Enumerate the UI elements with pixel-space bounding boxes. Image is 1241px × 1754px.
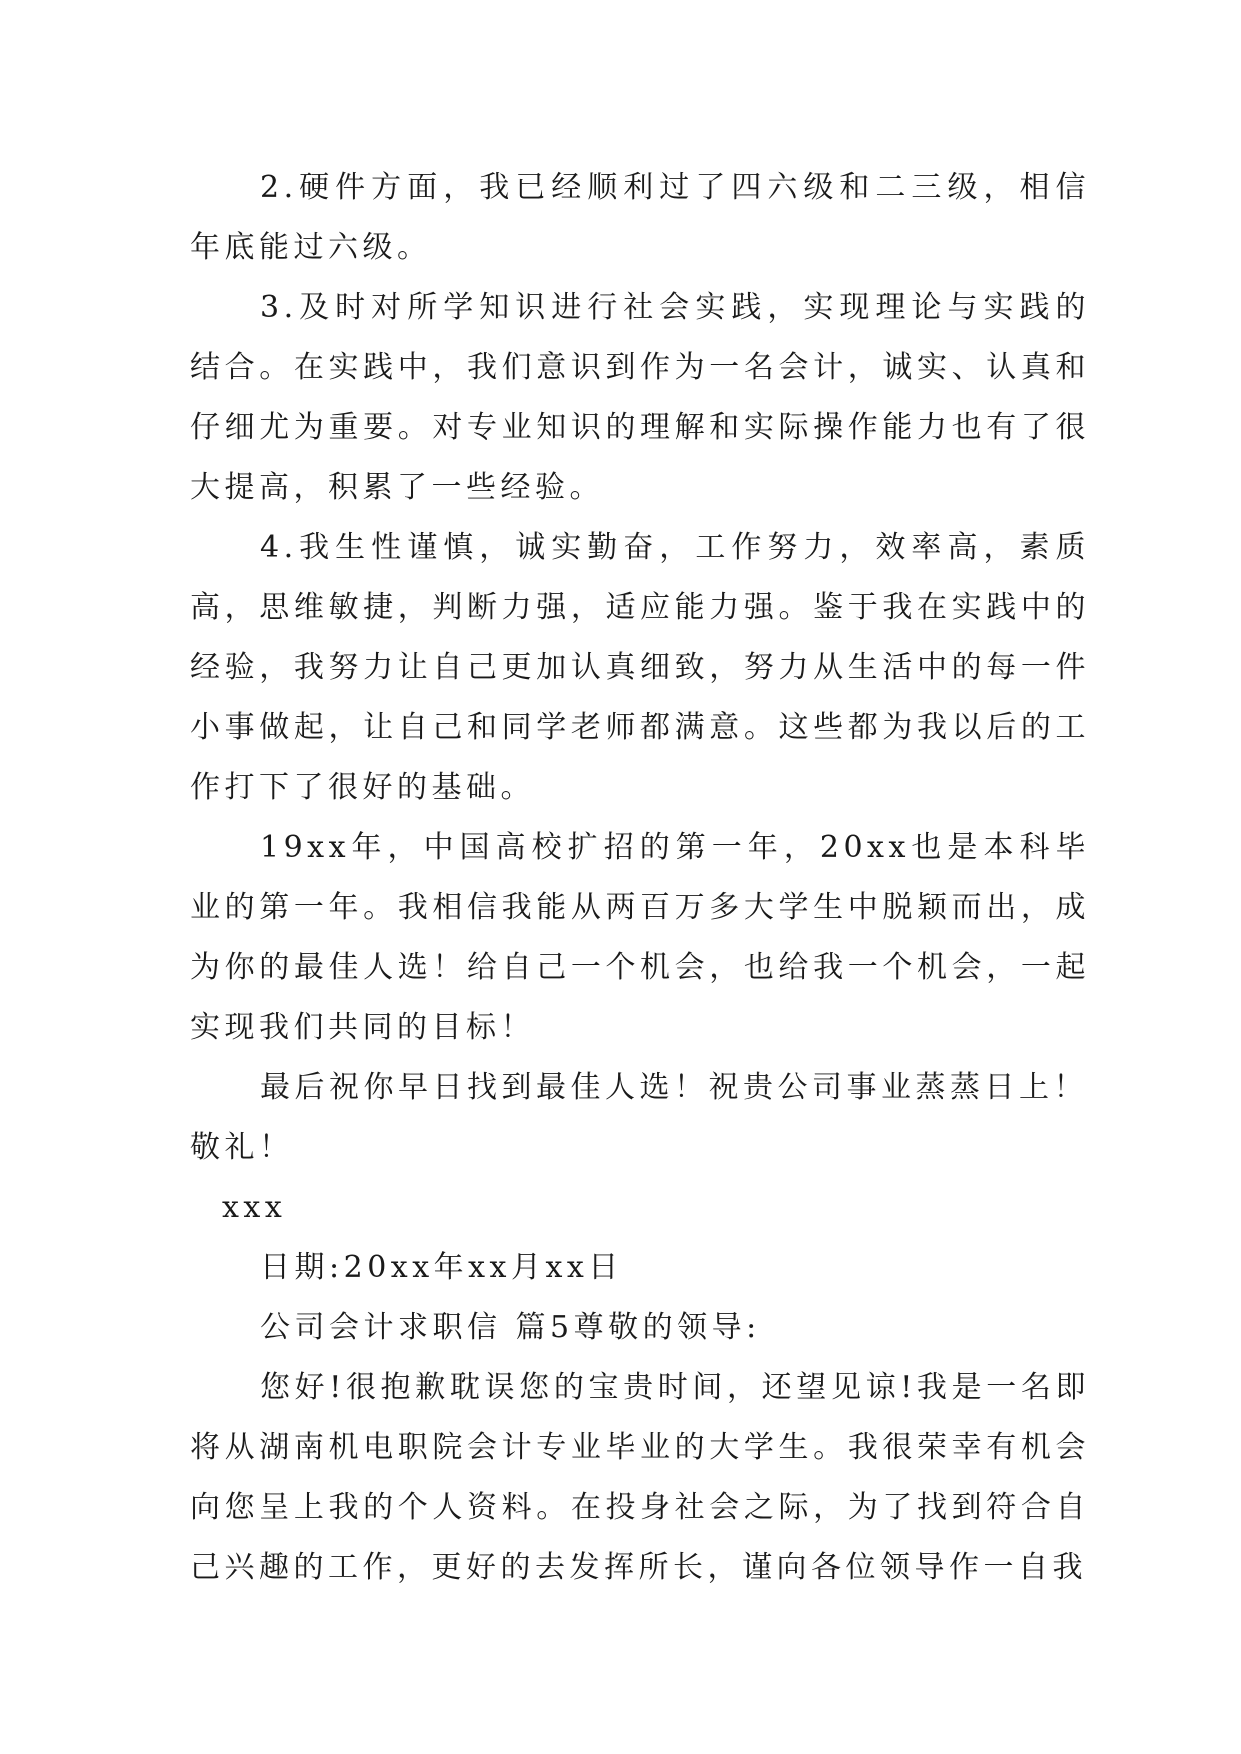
section-heading-letter-5: 公司会计求职信 篇5尊敬的领导:: [260, 1310, 761, 1345]
signature-name: xxx: [222, 1190, 287, 1225]
paragraph-enrollment: 19xx年，中国高校扩招的第一年，20xx也是本科毕业的第一年。我相信我能从两百万多大学生中脱颖而出，成为你的最佳人选！给自己一个机会，也给我一个机会，一起实现我们共同的目标！: [190, 830, 1090, 1045]
paragraph-closing-wish: 最后祝你早日找到最佳人选！祝贵公司事业蒸蒸日上！: [260, 1070, 1088, 1105]
paragraph-hardware: 2.硬件方面，我已经顺利过了四六级和二三级，相信年底能过六级。: [190, 170, 1090, 265]
paragraph-personality: 4.我生性谨慎，诚实勤奋，工作努力，效率高，素质高，思维敏捷，判断力强，适应能力强。鉴于我在实践中的经验，我努力让自己更加认真细致，努力从生活中的每一件小事做起，让自己和同学老师都满意。这些都为我以后的工作打下了很好的基础。: [190, 530, 1090, 805]
paragraph-greeting: 您好!很抱歉耽误您的宝贵时间，还望见谅!我是一名即将从湖南机电职院会计专业毕业的大学生。我很荣幸有机会向您呈上我的个人资料。在投身社会之际，为了找到符合自己兴趣的工作，更好的去发挥所长，谨向各位领导作一自我: [190, 1370, 1090, 1585]
signature-date: 日期:20xx年xx月xx日: [260, 1250, 623, 1285]
salutation-regards: 敬礼！: [190, 1130, 294, 1165]
paragraph-practice: 3.及时对所学知识进行社会实践，实现理论与实践的结合。在实践中，我们意识到作为一名会计，诚实、认真和仔细尤为重要。对专业知识的理解和实际操作能力也有了很大提高，积累了一些经验。: [190, 290, 1090, 505]
document-body: [190, 158, 1090, 1598]
